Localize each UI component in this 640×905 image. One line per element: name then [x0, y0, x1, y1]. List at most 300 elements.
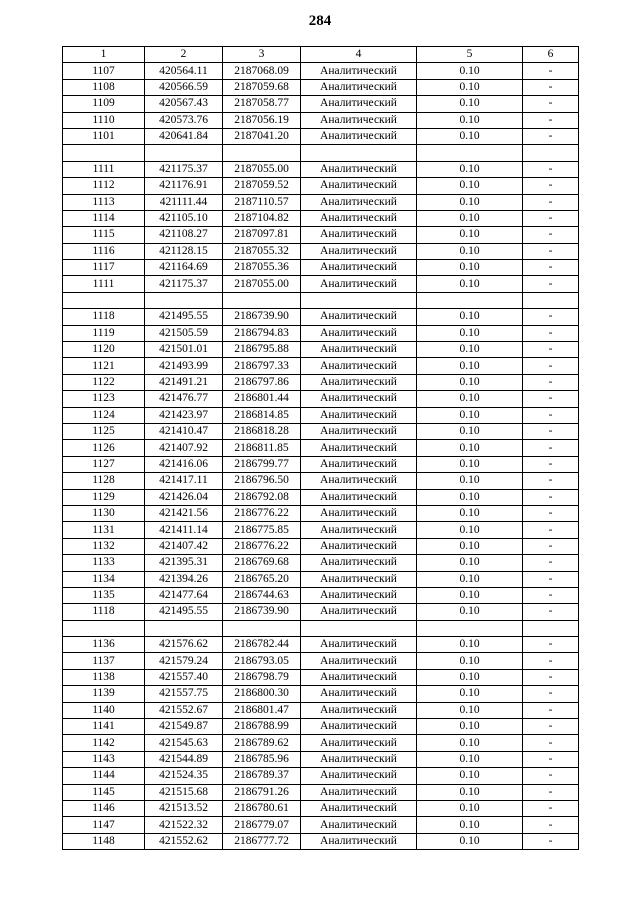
table-row — [63, 309, 579, 325]
table-row — [63, 407, 579, 423]
table-body — [63, 63, 579, 850]
table-cell: - — [523, 456, 579, 472]
table-cell: - — [523, 538, 579, 554]
table-cell: 0.10 — [417, 96, 523, 112]
table-cell: 1118 — [63, 604, 145, 620]
table-row — [63, 423, 579, 439]
table-cell: 1111 — [63, 276, 145, 292]
table-cell: 421394.26 — [145, 571, 223, 587]
table-cell: - — [523, 79, 579, 95]
table-row — [63, 210, 579, 226]
table-cell: 0.10 — [417, 751, 523, 767]
table-cell: - — [523, 227, 579, 243]
table-cell: - — [523, 391, 579, 407]
table-cell: Аналитический — [301, 702, 417, 718]
table-cell: 1112 — [63, 178, 145, 194]
table-cell: 2186788.99 — [223, 719, 301, 735]
table-cell: 1133 — [63, 555, 145, 571]
table-cell: Аналитический — [301, 128, 417, 144]
table-row — [63, 391, 579, 407]
table-row — [63, 178, 579, 194]
table-cell: - — [523, 800, 579, 816]
table-row — [63, 505, 579, 521]
table-cell: - — [523, 653, 579, 669]
table-cell: 2187041.20 — [223, 128, 301, 144]
table-cell: Аналитический — [301, 587, 417, 603]
table-cell: 0.10 — [417, 325, 523, 341]
table-cell: 0.10 — [417, 342, 523, 358]
table-cell — [223, 620, 301, 636]
table-cell: 1127 — [63, 456, 145, 472]
table-cell: 2186769.68 — [223, 555, 301, 571]
table-cell: 0.10 — [417, 423, 523, 439]
column-header: 2 — [145, 47, 223, 63]
table-cell: 2186739.90 — [223, 309, 301, 325]
table-cell: 2187058.77 — [223, 96, 301, 112]
table-cell: 1131 — [63, 522, 145, 538]
table-cell: 2186793.05 — [223, 653, 301, 669]
table-cell: 2186744.63 — [223, 587, 301, 603]
table-cell — [63, 620, 145, 636]
table-cell: Аналитический — [301, 719, 417, 735]
table-cell: 0.10 — [417, 522, 523, 538]
table-cell: 0.10 — [417, 260, 523, 276]
table-cell: 1121 — [63, 358, 145, 374]
table-cell: 0.10 — [417, 194, 523, 210]
table-cell: 1110 — [63, 112, 145, 128]
table-cell: 421407.42 — [145, 538, 223, 554]
table-cell: 421111.44 — [145, 194, 223, 210]
table-cell: - — [523, 669, 579, 685]
table-cell: - — [523, 686, 579, 702]
table-cell: 421501.01 — [145, 342, 223, 358]
table-cell: 2186799.77 — [223, 456, 301, 472]
table-cell: Аналитический — [301, 178, 417, 194]
table-cell: 2186776.22 — [223, 538, 301, 554]
table-cell: 0.10 — [417, 768, 523, 784]
table-cell: Аналитический — [301, 260, 417, 276]
page-number: 284 — [308, 13, 332, 29]
table-row — [63, 456, 579, 472]
table-cell: - — [523, 374, 579, 390]
table-cell: Аналитический — [301, 96, 417, 112]
table-cell — [301, 292, 417, 308]
table-cell: 2187059.52 — [223, 178, 301, 194]
table-cell: 421395.31 — [145, 555, 223, 571]
table-cell: 2187055.36 — [223, 260, 301, 276]
table-cell: - — [523, 128, 579, 144]
table-cell: 0.10 — [417, 210, 523, 226]
table-cell: - — [523, 751, 579, 767]
table-cell: 2187055.32 — [223, 243, 301, 259]
table-cell — [145, 620, 223, 636]
table-cell: 2186785.96 — [223, 751, 301, 767]
table-cell: 2187055.00 — [223, 276, 301, 292]
table-cell: 2186794.83 — [223, 325, 301, 341]
table-cell: 421407.92 — [145, 440, 223, 456]
table-cell: Аналитический — [301, 440, 417, 456]
table-row — [63, 800, 579, 816]
table-cell: 421493.99 — [145, 358, 223, 374]
table-cell: Аналитический — [301, 374, 417, 390]
table-cell: - — [523, 423, 579, 439]
column-header: 5 — [417, 47, 523, 63]
table-cell: 421423.97 — [145, 407, 223, 423]
table-cell: 2186782.44 — [223, 637, 301, 653]
table-cell: 0.10 — [417, 702, 523, 718]
table-cell — [145, 292, 223, 308]
table-cell: 2186739.90 — [223, 604, 301, 620]
table-cell: 421421.56 — [145, 505, 223, 521]
table-cell: 420573.76 — [145, 112, 223, 128]
table-row — [63, 587, 579, 603]
table-cell: 0.10 — [417, 587, 523, 603]
table-cell: - — [523, 571, 579, 587]
table-cell: - — [523, 63, 579, 79]
table-cell: 1141 — [63, 719, 145, 735]
table-cell: - — [523, 325, 579, 341]
table-cell: 421515.68 — [145, 784, 223, 800]
table-cell: 420566.59 — [145, 79, 223, 95]
table-cell: 1143 — [63, 751, 145, 767]
table-cell — [523, 292, 579, 308]
table-cell: 2186776.22 — [223, 505, 301, 521]
table-cell: 421417.11 — [145, 473, 223, 489]
table-row — [63, 686, 579, 702]
table-cell: 421505.59 — [145, 325, 223, 341]
table-row — [63, 833, 579, 849]
table-cell — [63, 145, 145, 161]
table-cell: 0.10 — [417, 686, 523, 702]
table-cell: Аналитический — [301, 112, 417, 128]
table-cell: Аналитический — [301, 391, 417, 407]
table-cell: 1138 — [63, 669, 145, 685]
table-cell: 1123 — [63, 391, 145, 407]
table-cell: 421495.55 — [145, 309, 223, 325]
table-cell: 0.10 — [417, 391, 523, 407]
table-cell: Аналитический — [301, 669, 417, 685]
table-cell: Аналитический — [301, 637, 417, 653]
table-row — [63, 325, 579, 341]
table-row — [63, 63, 579, 79]
table-cell: - — [523, 735, 579, 751]
table-cell: 2186818.28 — [223, 423, 301, 439]
table-cell: 1147 — [63, 817, 145, 833]
table-cell: - — [523, 637, 579, 653]
table-cell: 421105.10 — [145, 210, 223, 226]
table-cell: 421495.55 — [145, 604, 223, 620]
table-cell — [63, 292, 145, 308]
table-cell: - — [523, 604, 579, 620]
table-cell: 421416.06 — [145, 456, 223, 472]
table-cell: 1122 — [63, 374, 145, 390]
table-cell: 2186801.47 — [223, 702, 301, 718]
table-cell: 1139 — [63, 686, 145, 702]
table-cell: 1135 — [63, 587, 145, 603]
table-cell: - — [523, 96, 579, 112]
table-cell: 421557.75 — [145, 686, 223, 702]
table-cell: Аналитический — [301, 489, 417, 505]
table-row — [63, 669, 579, 685]
table-cell: Аналитический — [301, 604, 417, 620]
table-cell: 0.10 — [417, 243, 523, 259]
table-cell: Аналитический — [301, 407, 417, 423]
table-cell: 421426.04 — [145, 489, 223, 505]
table-cell: 420564.11 — [145, 63, 223, 79]
table-cell: 1101 — [63, 128, 145, 144]
table-cell: Аналитический — [301, 63, 417, 79]
table-cell: Аналитический — [301, 817, 417, 833]
table-cell: 2186791.26 — [223, 784, 301, 800]
table-cell: Аналитический — [301, 276, 417, 292]
column-header: 3 — [223, 47, 301, 63]
table-cell: 0.10 — [417, 817, 523, 833]
table-cell: - — [523, 555, 579, 571]
table-cell: Аналитический — [301, 423, 417, 439]
table-row — [63, 112, 579, 128]
table-header-row — [63, 47, 579, 63]
table-cell: 0.10 — [417, 637, 523, 653]
table-cell: Аналитический — [301, 784, 417, 800]
table-cell: 2186801.44 — [223, 391, 301, 407]
table-cell: - — [523, 784, 579, 800]
table-cell: 1146 — [63, 800, 145, 816]
table-cell: - — [523, 309, 579, 325]
table-cell: 0.10 — [417, 800, 523, 816]
table-cell: Аналитический — [301, 325, 417, 341]
table-cell: - — [523, 276, 579, 292]
table-cell: 2186779.07 — [223, 817, 301, 833]
table-cell: - — [523, 440, 579, 456]
table-cell: 0.10 — [417, 555, 523, 571]
table-row — [63, 768, 579, 784]
table-cell: 1107 — [63, 63, 145, 79]
table-cell: 0.10 — [417, 784, 523, 800]
table-cell — [301, 145, 417, 161]
table-row — [63, 194, 579, 210]
table-cell: 1118 — [63, 309, 145, 325]
table-row — [63, 243, 579, 259]
table-cell: 2187068.09 — [223, 63, 301, 79]
table-cell: 2186796.50 — [223, 473, 301, 489]
table-cell: 0.10 — [417, 473, 523, 489]
table-cell: Аналитический — [301, 686, 417, 702]
table-cell: 1115 — [63, 227, 145, 243]
table-cell: - — [523, 489, 579, 505]
table-cell: 0.10 — [417, 309, 523, 325]
table-cell — [417, 145, 523, 161]
table-cell: 0.10 — [417, 128, 523, 144]
table-cell: 2186789.37 — [223, 768, 301, 784]
table-cell: 1111 — [63, 161, 145, 177]
table-cell — [417, 292, 523, 308]
table-cell: 2186795.88 — [223, 342, 301, 358]
table-cell: Аналитический — [301, 653, 417, 669]
table-cell: 2186775.85 — [223, 522, 301, 538]
table-cell: 1117 — [63, 260, 145, 276]
table-separator-row — [63, 620, 579, 636]
table-cell: - — [523, 243, 579, 259]
table-cell: - — [523, 587, 579, 603]
table-cell: - — [523, 260, 579, 276]
table-cell: 2186780.61 — [223, 800, 301, 816]
table-cell: - — [523, 178, 579, 194]
table-cell: Аналитический — [301, 735, 417, 751]
table-cell: 2186797.33 — [223, 358, 301, 374]
table-cell: 421557.40 — [145, 669, 223, 685]
table-cell: - — [523, 522, 579, 538]
table-row — [63, 128, 579, 144]
table-cell: Аналитический — [301, 768, 417, 784]
table-cell: 421477.64 — [145, 587, 223, 603]
table-row — [63, 522, 579, 538]
table-cell: Аналитический — [301, 522, 417, 538]
table-cell: 421108.27 — [145, 227, 223, 243]
table-cell: 2187104.82 — [223, 210, 301, 226]
table-cell: 420567.43 — [145, 96, 223, 112]
table-cell: 1140 — [63, 702, 145, 718]
table-cell: 2186792.08 — [223, 489, 301, 505]
table-cell: 0.10 — [417, 79, 523, 95]
table-cell: 0.10 — [417, 833, 523, 849]
table-row — [63, 358, 579, 374]
table-cell: - — [523, 473, 579, 489]
table-row — [63, 653, 579, 669]
table-cell: 1109 — [63, 96, 145, 112]
table-cell: 1137 — [63, 653, 145, 669]
table-cell: 421552.67 — [145, 702, 223, 718]
table-cell: 0.10 — [417, 505, 523, 521]
table-row — [63, 571, 579, 587]
table-cell: Аналитический — [301, 833, 417, 849]
table-cell: - — [523, 768, 579, 784]
table-row — [63, 276, 579, 292]
table-cell: 421128.15 — [145, 243, 223, 259]
table-separator-row — [63, 145, 579, 161]
table-cell: - — [523, 342, 579, 358]
table-row — [63, 735, 579, 751]
table-row — [63, 342, 579, 358]
table-cell: 421411.14 — [145, 522, 223, 538]
table-cell: 2187059.68 — [223, 79, 301, 95]
table-cell: 0.10 — [417, 489, 523, 505]
table-row — [63, 260, 579, 276]
table-cell — [223, 292, 301, 308]
table-cell: 0.10 — [417, 374, 523, 390]
table-cell: 421545.63 — [145, 735, 223, 751]
table-cell: 420641.84 — [145, 128, 223, 144]
table-row — [63, 79, 579, 95]
table-cell: 1124 — [63, 407, 145, 423]
table-cell — [523, 620, 579, 636]
table-cell: - — [523, 210, 579, 226]
table-cell — [523, 145, 579, 161]
table-cell: Аналитический — [301, 227, 417, 243]
table-cell: - — [523, 112, 579, 128]
table-row — [63, 489, 579, 505]
table-cell: Аналитический — [301, 342, 417, 358]
table-cell: 1126 — [63, 440, 145, 456]
table-cell: 1119 — [63, 325, 145, 341]
table-cell: Аналитический — [301, 194, 417, 210]
table-cell: - — [523, 817, 579, 833]
table-cell: 421552.62 — [145, 833, 223, 849]
table-cell: 1144 — [63, 768, 145, 784]
table-cell: 421410.47 — [145, 423, 223, 439]
table-cell: Аналитический — [301, 473, 417, 489]
table-cell — [223, 145, 301, 161]
table-cell: Аналитический — [301, 751, 417, 767]
table-row — [63, 161, 579, 177]
table-cell: 1120 — [63, 342, 145, 358]
table-cell: - — [523, 194, 579, 210]
table-cell: 2187110.57 — [223, 194, 301, 210]
table-cell: 1134 — [63, 571, 145, 587]
table-cell — [417, 620, 523, 636]
table-cell: 421544.89 — [145, 751, 223, 767]
table-cell: - — [523, 833, 579, 849]
table-cell: 421513.52 — [145, 800, 223, 816]
table-cell: 2186789.62 — [223, 735, 301, 751]
table-row — [63, 637, 579, 653]
table-row — [63, 719, 579, 735]
table-cell: 1145 — [63, 784, 145, 800]
column-header: 4 — [301, 47, 417, 63]
table-cell: 421576.62 — [145, 637, 223, 653]
table-cell: 1129 — [63, 489, 145, 505]
table-row — [63, 817, 579, 833]
table-cell: 2186811.85 — [223, 440, 301, 456]
table-cell: Аналитический — [301, 358, 417, 374]
table-cell: Аналитический — [301, 538, 417, 554]
table-row — [63, 96, 579, 112]
table-cell: 2186814.85 — [223, 407, 301, 423]
table-cell: 0.10 — [417, 112, 523, 128]
table-cell: 0.10 — [417, 227, 523, 243]
table-cell: 1108 — [63, 79, 145, 95]
table-cell — [145, 145, 223, 161]
table-cell: 0.10 — [417, 604, 523, 620]
table-cell: 0.10 — [417, 653, 523, 669]
table-row — [63, 555, 579, 571]
table-cell: - — [523, 505, 579, 521]
table-cell: 0.10 — [417, 276, 523, 292]
table-row — [63, 374, 579, 390]
table-cell: 421522.32 — [145, 817, 223, 833]
table-cell: 2186777.72 — [223, 833, 301, 849]
table-cell: 421549.87 — [145, 719, 223, 735]
table-cell: 1114 — [63, 210, 145, 226]
table-cell: Аналитический — [301, 555, 417, 571]
table-cell: 421491.21 — [145, 374, 223, 390]
table-cell: 0.10 — [417, 440, 523, 456]
table-cell: Аналитический — [301, 309, 417, 325]
table-cell: 1113 — [63, 194, 145, 210]
table-cell: 1132 — [63, 538, 145, 554]
table-row — [63, 538, 579, 554]
table-cell: 0.10 — [417, 571, 523, 587]
table-cell: 421476.77 — [145, 391, 223, 407]
table-cell: Аналитический — [301, 79, 417, 95]
table-cell: 0.10 — [417, 719, 523, 735]
table-cell: 0.10 — [417, 735, 523, 751]
table-cell: Аналитический — [301, 456, 417, 472]
table-cell: 2187055.00 — [223, 161, 301, 177]
column-header: 1 — [63, 47, 145, 63]
table-cell: 421175.37 — [145, 276, 223, 292]
table-cell: 1116 — [63, 243, 145, 259]
table-cell: 2187056.19 — [223, 112, 301, 128]
